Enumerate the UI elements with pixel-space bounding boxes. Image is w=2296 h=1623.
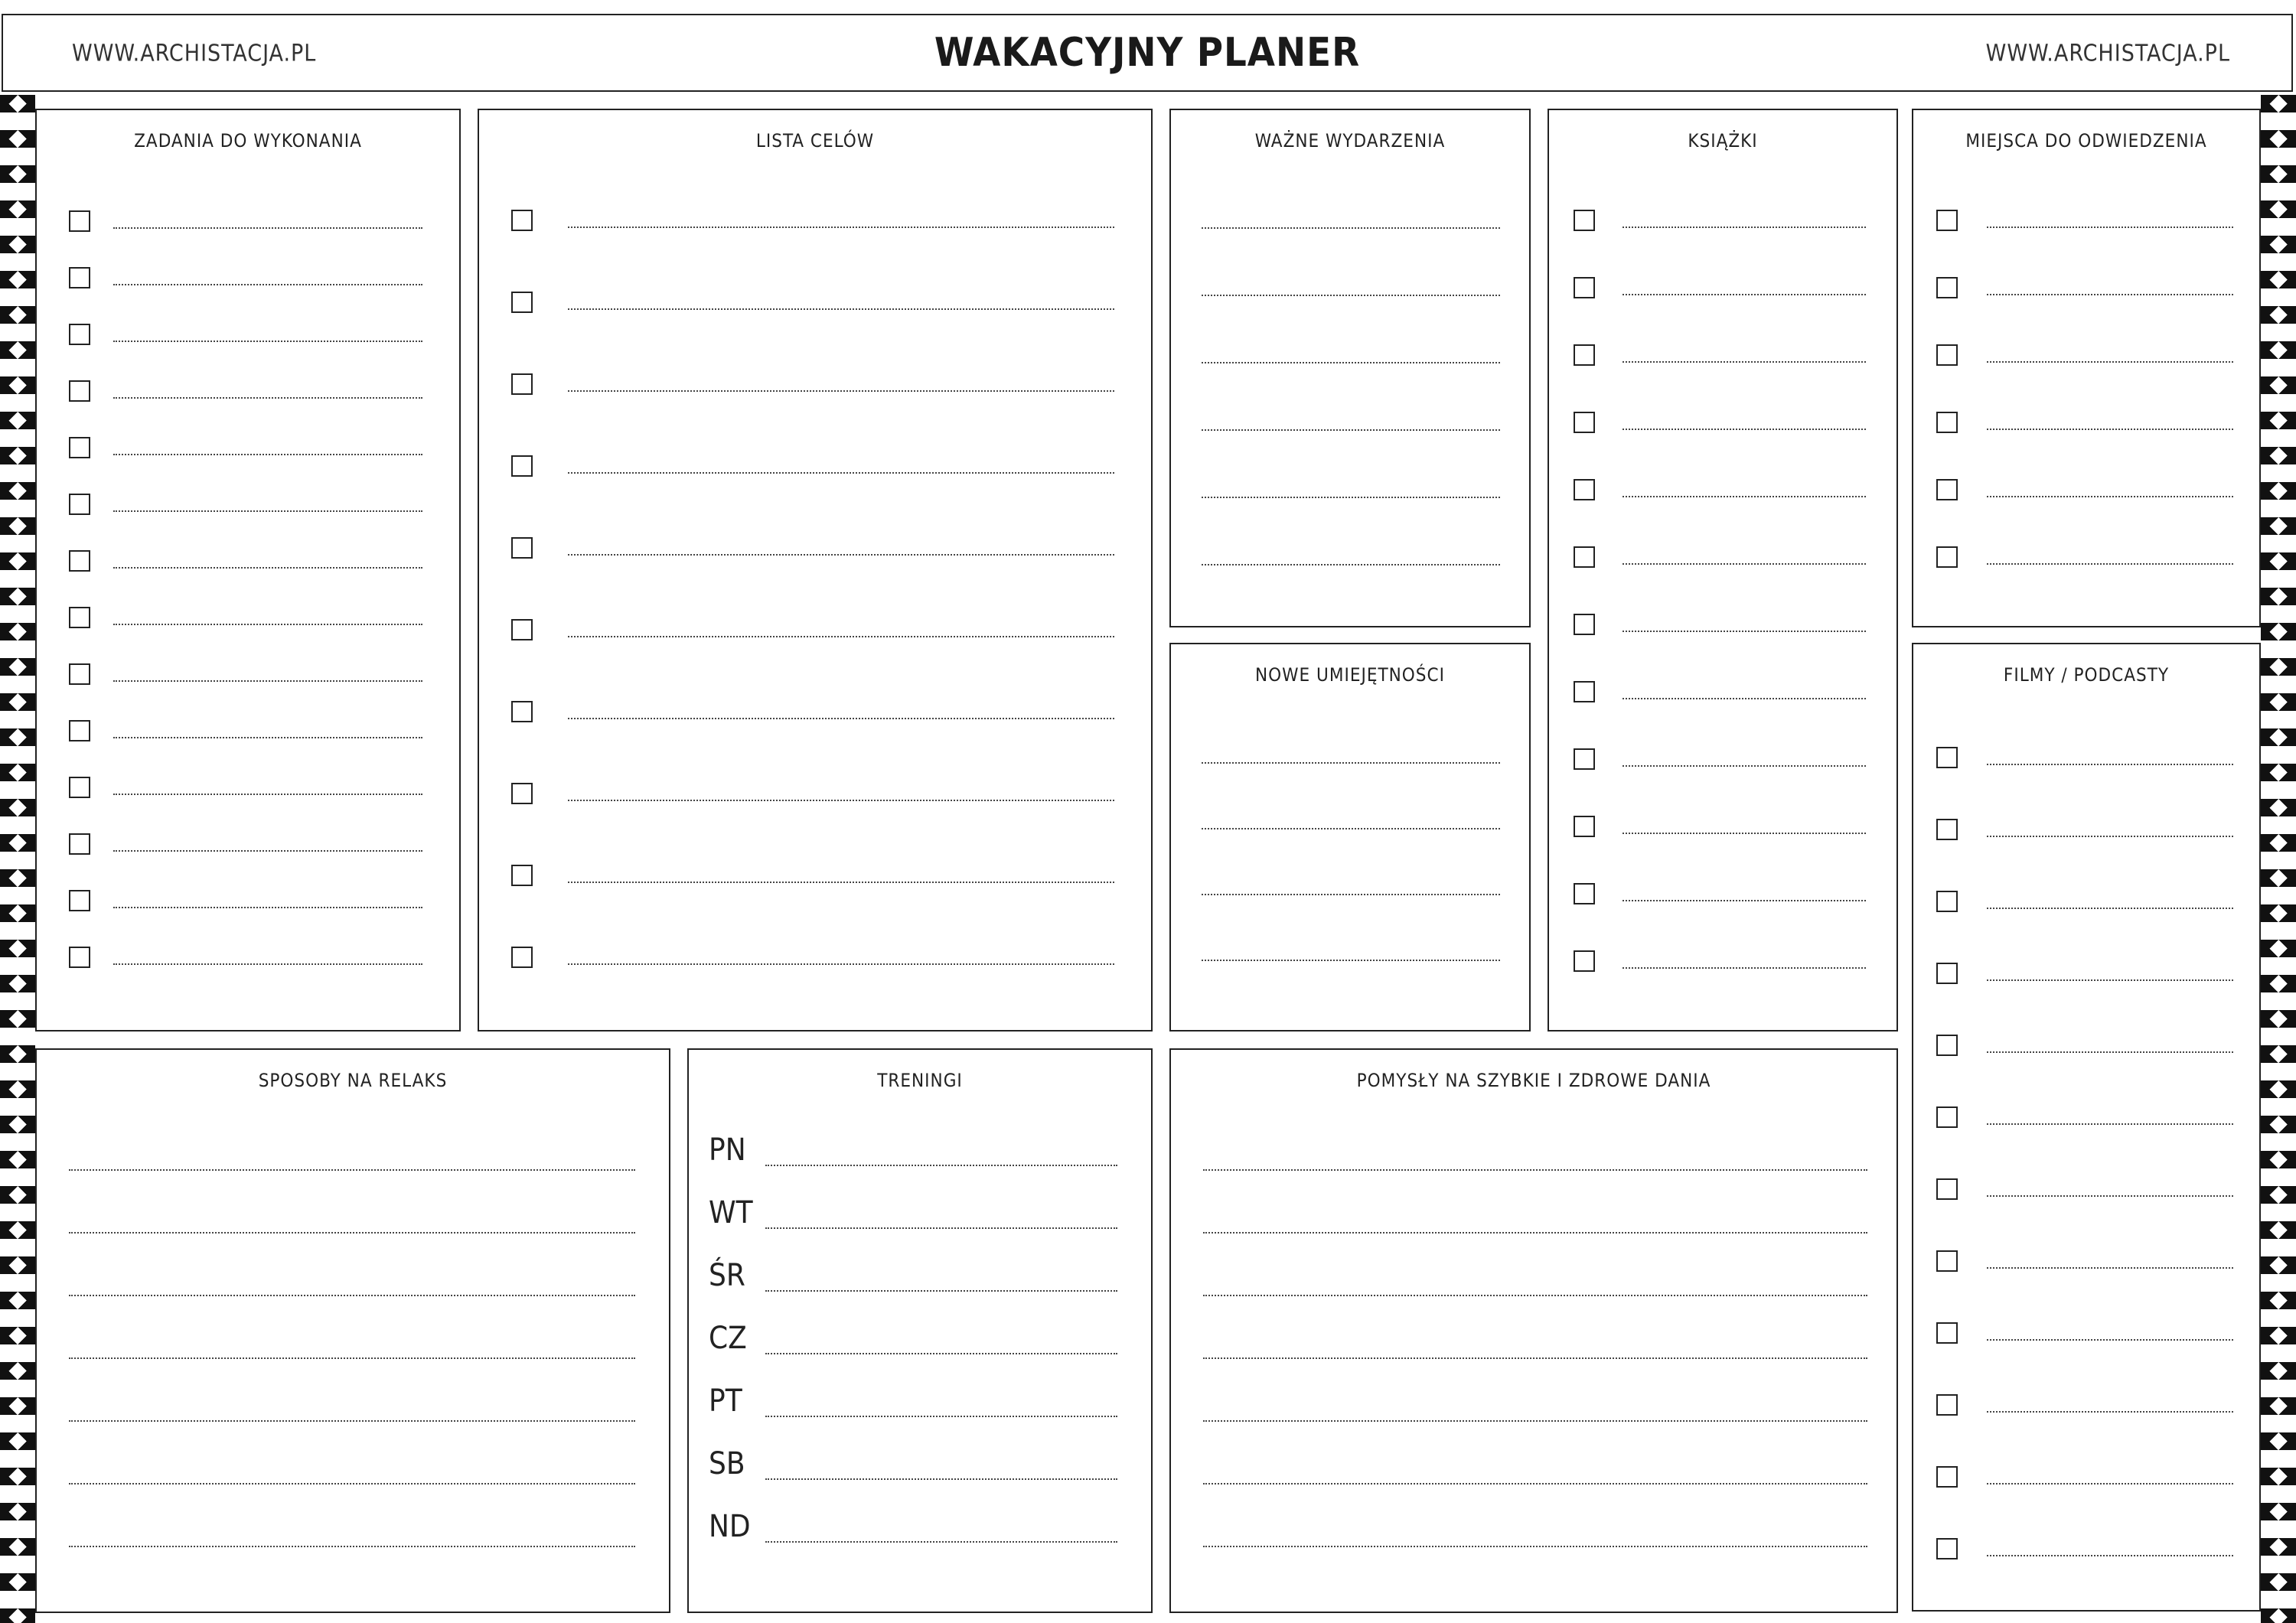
write-in-line[interactable] [1987,979,2233,981]
list-item [1913,814,2259,845]
page-title: WAKACYJNY PLANER [934,30,1361,76]
checkbox[interactable] [1936,412,1958,433]
list-item [479,533,1151,563]
write-in-line[interactable] [1987,836,2233,837]
write-in-line[interactable] [113,341,422,342]
list-item [479,942,1151,973]
write-in-line[interactable] [1202,762,1500,764]
write-in-line[interactable] [113,963,422,965]
list-item [1171,872,1529,903]
list-item [37,829,459,859]
panel-title: FILMY / PODCASTY [2003,664,2170,686]
checkbox[interactable] [69,777,90,798]
write-in-line[interactable] [1987,496,2233,497]
list-item [479,451,1151,481]
write-in-line[interactable] [1203,1169,1867,1171]
checkbox[interactable] [1936,1035,1958,1056]
write-in-line[interactable] [113,680,422,682]
write-in-line[interactable] [568,718,1114,719]
write-in-line[interactable] [1987,1483,2233,1484]
write-in-line[interactable] [765,1416,1117,1417]
checkbox[interactable] [511,619,533,640]
list-item [1171,741,1529,771]
list-item [1171,1273,1896,1304]
checkbox[interactable] [511,373,533,395]
checkbox[interactable] [1936,1106,1958,1128]
checkbox[interactable] [69,947,90,968]
write-in-line[interactable] [69,1546,635,1547]
write-in-line[interactable] [1203,1420,1867,1422]
write-in-line[interactable] [765,1541,1117,1543]
list-item [37,1399,669,1429]
panel-title: LISTA CELÓW [755,130,875,152]
list-item [37,715,459,746]
list-item [479,696,1151,727]
checkbox[interactable] [1936,210,1958,231]
list-item [1171,807,1529,837]
panel-nowe-umiejetnosci [1169,643,1531,1031]
checkbox[interactable] [1936,1178,1958,1200]
day-label: ŚR [709,1258,745,1293]
write-in-line[interactable] [69,1420,635,1422]
checkbox[interactable] [1936,1322,1958,1344]
list-item [1549,946,1896,976]
list-item [1171,1148,1896,1178]
list-item [1549,878,1896,909]
list-item [1913,1174,2259,1204]
header-bar [2,14,2293,92]
checkbox[interactable] [1574,614,1595,635]
list-item [1913,1246,2259,1276]
write-in-line[interactable] [568,472,1114,474]
write-in-line[interactable] [1202,564,1500,565]
list-item [1171,341,1529,371]
list-item [1913,1102,2259,1133]
write-in-line[interactable] [1623,833,1866,834]
panel-sposoby-na-relaks [35,1048,670,1613]
write-in-line[interactable] [1623,698,1866,699]
list-item [37,1524,669,1555]
checkbox[interactable] [1574,344,1595,366]
checkbox[interactable] [1574,950,1595,972]
checkbox[interactable] [1936,747,1958,768]
checkbox[interactable] [1936,1538,1958,1559]
list-item [1549,676,1896,707]
list-item [1549,542,1896,572]
checkbox[interactable] [69,324,90,345]
list-item [1171,206,1529,236]
write-in-line[interactable] [1987,1051,2233,1053]
training-day-row [689,1258,1151,1301]
list-item [1549,407,1896,438]
list-item [37,602,459,633]
list-item [1549,474,1896,505]
list-item [1913,886,2259,917]
checkbox[interactable] [1936,546,1958,568]
write-in-line[interactable] [1623,631,1866,632]
list-item [1913,474,2259,505]
write-in-line[interactable] [568,636,1114,637]
write-in-line[interactable] [69,1483,635,1484]
training-day-row [689,1446,1151,1489]
list-item [479,287,1151,318]
checkbox[interactable] [1936,479,1958,500]
panel-title: TRENINGI [877,1070,963,1091]
write-in-line[interactable] [1202,429,1500,431]
checkbox[interactable] [1936,819,1958,840]
list-item [1913,742,2259,773]
list-item [1171,408,1529,438]
checkbox[interactable] [1574,748,1595,770]
list-item [479,614,1151,645]
site-link-right[interactable]: WWW.ARCHISTACJA.PL [1985,40,2230,67]
zigzag-border-left [0,95,35,1623]
day-label: CZ [709,1321,747,1356]
list-item [37,546,459,576]
panel-treningi [687,1048,1153,1613]
write-in-line[interactable] [113,624,422,625]
checkbox[interactable] [1574,546,1595,568]
write-in-line[interactable] [765,1290,1117,1292]
list-item [1549,205,1896,236]
checkbox[interactable] [511,292,533,313]
panel-ksiazki [1548,109,1898,1031]
checkbox[interactable] [511,947,533,968]
list-item [37,1273,669,1304]
checkbox[interactable] [1936,963,1958,984]
list-item [1913,542,2259,572]
write-in-line[interactable] [1203,1357,1867,1359]
checkbox[interactable] [511,865,533,886]
list-item [37,1211,669,1241]
panel-title: NOWE UMIEJĘTNOŚCI [1255,664,1445,686]
list-item [1913,958,2259,989]
write-in-line[interactable] [69,1295,635,1296]
write-in-line[interactable] [113,737,422,738]
list-item [479,860,1151,891]
checkbox[interactable] [1936,277,1958,298]
write-in-line[interactable] [1987,227,2233,228]
write-in-line[interactable] [113,794,422,795]
write-in-line[interactable] [1623,294,1866,295]
checkbox[interactable] [511,783,533,804]
list-item [37,489,459,520]
write-in-line[interactable] [765,1227,1117,1229]
write-in-line[interactable] [113,567,422,569]
day-label: WT [709,1195,753,1230]
checkbox[interactable] [69,494,90,515]
list-item [1913,1030,2259,1061]
panel-title: KSIĄŻKI [1688,130,1758,152]
checkbox[interactable] [1574,412,1595,433]
write-in-line[interactable] [1623,429,1866,430]
write-in-line[interactable] [568,227,1114,228]
list-item [1549,272,1896,303]
zigzag-border-right [2261,95,2296,1623]
list-item [37,1148,669,1178]
list-item [37,659,459,689]
checkbox[interactable] [69,607,90,628]
write-in-line[interactable] [568,554,1114,556]
site-link-left[interactable]: WWW.ARCHISTACJA.PL [72,40,317,67]
write-in-line[interactable] [1987,1123,2233,1125]
write-in-line[interactable] [1987,1339,2233,1341]
list-item [1913,1390,2259,1420]
checkbox[interactable] [511,537,533,559]
write-in-line[interactable] [1203,1232,1867,1234]
write-in-line[interactable] [1987,1555,2233,1556]
list-item [1913,407,2259,438]
write-in-line[interactable] [1202,894,1500,895]
write-in-line[interactable] [1987,1267,2233,1269]
checkbox[interactable] [69,720,90,741]
day-label: PN [709,1133,746,1168]
list-item [37,1336,669,1367]
checkbox[interactable] [1936,891,1958,912]
checkbox[interactable] [69,833,90,855]
write-in-line[interactable] [113,397,422,399]
checkbox[interactable] [69,663,90,685]
panel-miejsca-do-odwiedzenia [1912,109,2261,627]
write-in-line[interactable] [1987,908,2233,909]
list-item [1171,1462,1896,1492]
panel-title: MIEJSCA DO ODWIEDZENIA [1965,130,2207,152]
write-in-line[interactable] [1987,294,2233,295]
write-in-line[interactable] [113,510,422,512]
list-item [1171,273,1529,304]
checkbox[interactable] [1936,344,1958,366]
write-in-line[interactable] [1623,227,1866,228]
write-in-line[interactable] [1202,497,1500,498]
list-item [1171,938,1529,969]
checkbox[interactable] [1936,1394,1958,1416]
list-item [479,369,1151,399]
checkbox[interactable] [1574,816,1595,837]
checkbox[interactable] [1574,883,1595,904]
checkbox[interactable] [69,550,90,572]
list-item [1913,1533,2259,1564]
checkbox[interactable] [69,437,90,458]
list-item [37,376,459,406]
panel-title: SPOSOBY NA RELAKS [258,1070,448,1091]
day-label: ND [709,1509,751,1544]
day-label: SB [709,1446,745,1481]
checkbox[interactable] [69,380,90,402]
list-item [37,319,459,350]
write-in-line[interactable] [1987,361,2233,363]
day-label: PT [709,1383,742,1419]
list-item [37,432,459,463]
write-in-line[interactable] [1202,227,1500,229]
checkbox[interactable] [511,701,533,722]
write-in-line[interactable] [113,454,422,455]
write-in-line[interactable] [1623,967,1866,969]
panel-wazne-wydarzenia [1169,109,1531,627]
panel-title: POMYSŁY NA SZYBKIE I ZDROWE DANIA [1356,1070,1711,1091]
write-in-line[interactable] [568,308,1114,310]
write-in-line[interactable] [568,963,1114,965]
list-item [37,885,459,916]
list-item [1171,1399,1896,1429]
write-in-line[interactable] [1202,362,1500,363]
training-day-row [689,1195,1151,1238]
write-in-line[interactable] [113,907,422,908]
panel-title: WAŻNE WYDARZENIA [1254,130,1446,152]
list-item [1171,543,1529,573]
checkbox[interactable] [1936,1250,1958,1272]
training-day-row [689,1321,1151,1364]
list-item [1549,744,1896,774]
write-in-line[interactable] [1623,900,1866,901]
write-in-line[interactable] [765,1353,1117,1354]
checkbox[interactable] [1936,1466,1958,1488]
list-item [479,778,1151,809]
write-in-line[interactable] [113,227,422,229]
checkbox[interactable] [1574,210,1595,231]
write-in-line[interactable] [1623,765,1866,767]
write-in-line[interactable] [1623,361,1866,363]
write-in-line[interactable] [113,284,422,285]
list-item [1171,475,1529,506]
checkbox[interactable] [69,210,90,232]
write-in-line[interactable] [765,1165,1117,1166]
write-in-line[interactable] [1623,563,1866,565]
write-in-line[interactable] [69,1169,635,1171]
write-in-line[interactable] [1987,563,2233,565]
write-in-line[interactable] [568,390,1114,392]
write-in-line[interactable] [1987,429,2233,430]
panel-filmy-podcasty [1912,643,2261,1612]
list-item [1549,340,1896,370]
list-item [1913,205,2259,236]
write-in-line[interactable] [1987,1195,2233,1197]
panel-zadania-do-wykonania [35,109,461,1031]
list-item [37,262,459,293]
training-day-row [689,1509,1151,1552]
write-in-line[interactable] [1202,960,1500,961]
training-day-row [689,1133,1151,1175]
checkbox[interactable] [69,890,90,911]
write-in-line[interactable] [1203,1295,1867,1296]
write-in-line[interactable] [1202,828,1500,829]
write-in-line[interactable] [113,850,422,852]
list-item [1171,1336,1896,1367]
checkbox[interactable] [69,267,90,288]
write-in-line[interactable] [69,1357,635,1359]
list-item [1171,1524,1896,1555]
list-item [37,942,459,973]
checkbox[interactable] [1574,277,1595,298]
write-in-line[interactable] [1987,764,2233,765]
list-item [1913,272,2259,303]
list-item [1549,811,1896,842]
list-item [37,772,459,803]
write-in-line[interactable] [765,1478,1117,1480]
list-item [1913,1318,2259,1348]
write-in-line[interactable] [1203,1483,1867,1484]
checkbox[interactable] [1574,479,1595,500]
write-in-line[interactable] [568,800,1114,801]
list-item [37,1462,669,1492]
write-in-line[interactable] [1623,496,1866,497]
list-item [1549,609,1896,640]
write-in-line[interactable] [69,1232,635,1234]
panel-title: ZADANIA DO WYKONANIA [134,130,362,152]
training-day-row [689,1383,1151,1426]
write-in-line[interactable] [1202,295,1500,296]
checkbox[interactable] [511,455,533,477]
panel-lista-celow [478,109,1153,1031]
panel-pomysly-na-dania [1169,1048,1898,1613]
checkbox[interactable] [511,210,533,231]
write-in-line[interactable] [568,882,1114,883]
list-item [1171,1211,1896,1241]
write-in-line[interactable] [1987,1411,2233,1413]
write-in-line[interactable] [1203,1546,1867,1547]
list-item [479,205,1151,236]
checkbox[interactable] [1574,681,1595,702]
list-item [1913,340,2259,370]
list-item [37,206,459,236]
list-item [1913,1462,2259,1492]
